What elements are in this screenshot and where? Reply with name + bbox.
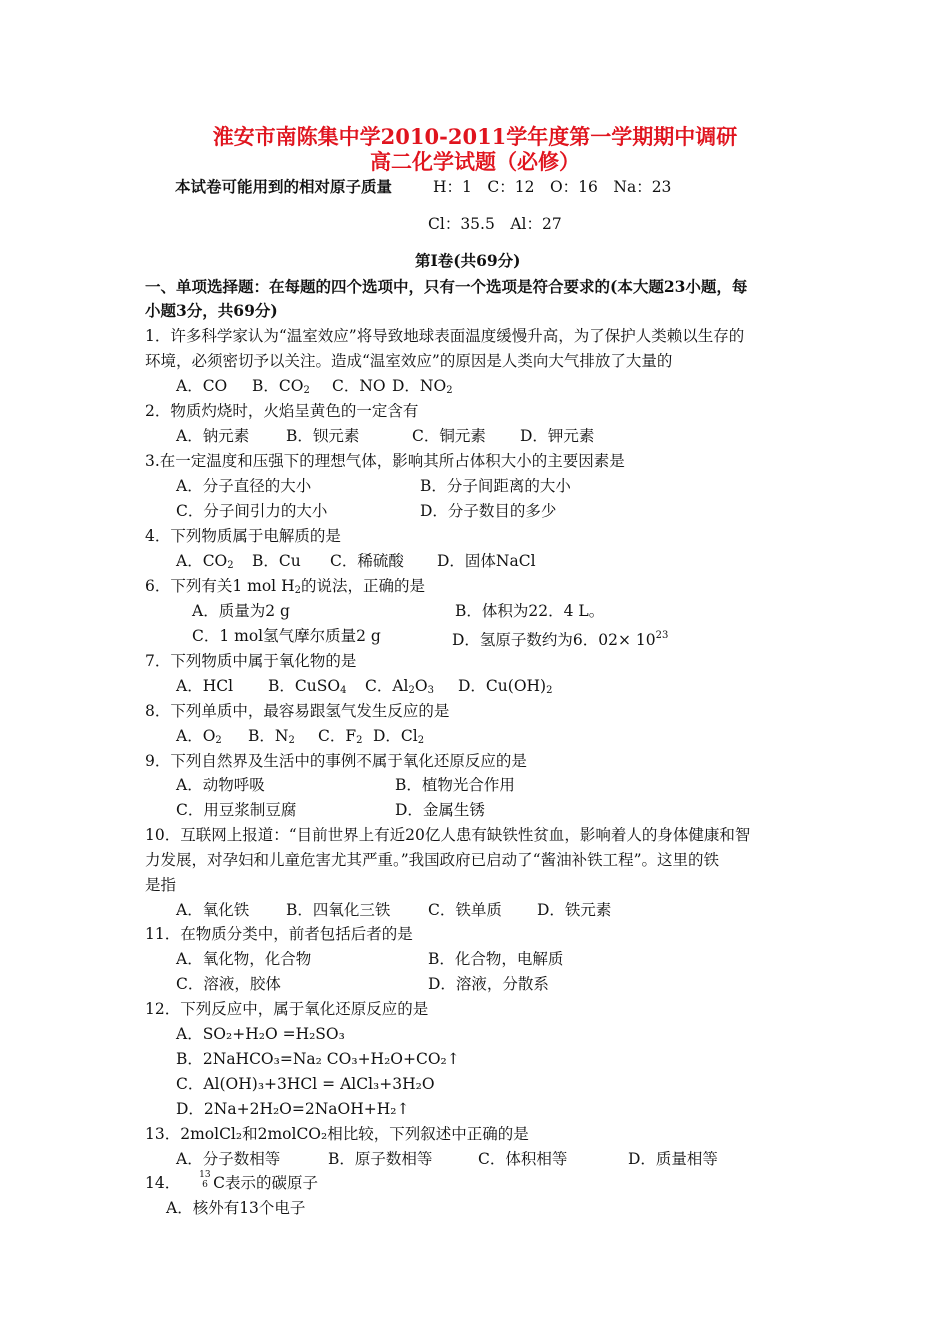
question-2-option-a: A．钠元素 [176,427,250,445]
question-8-option-a: A．$O_2$ [176,727,222,746]
question-13-option-c: C．体积相等 [478,1150,568,1168]
question-13-option-a: A．分子数相等 [176,1150,281,1168]
question-8-option-d: D．$Cl_2$ [373,727,425,746]
question-7-option-b: B．CuSO$_4$ [268,677,347,696]
question-6-option-b: B．体积为22．4 L。 [455,602,605,620]
question-2-stem: 2．物质灼烧时，火焰呈黄色的一定含有 [145,402,419,420]
question-3-option-a: A．分子直径的大小 [176,477,312,495]
question-10-stem-1: 10．互联网上报道：“目前世界上有近20亿人患有缺铁性贫血，影响着人的身体健康和智 [145,826,751,844]
question-12-option-b: B．2NaHCO₃=Na₂ CO₃+H₂O+CO₂↑ [176,1050,460,1068]
exam-subtitle: 高二化学试题（必修） [370,149,580,174]
question-11-option-d: D．溶液，分散系 [428,975,549,993]
isotope-notation: 13 6 [199,1170,211,1190]
question-13-option-d: D．质量相等 [628,1150,718,1168]
question-13-stem: 13．2molCl₂和2molCO₂相比较，下列叙述中正确的是 [145,1125,529,1143]
question-11-option-a: A．氧化物，化合物 [176,950,312,968]
question-10-option-a: A．氧化铁 [176,901,250,919]
question-9-option-a: A．动物呼吸 [176,776,265,794]
question-1-option-a: A．CO [176,377,228,395]
question-12-option-d: D．2Na+2H₂O=2NaOH+H₂↑ [176,1100,410,1118]
question-4-option-a: A．$CO_2$ [176,552,234,571]
question-2-option-d: D．钾元素 [520,427,595,445]
question-6-option-c: C．1 mol氢气摩尔质量2 g [192,627,381,645]
question-12-stem: 12．下列反应中，属于氧化还原反应的是 [145,1000,429,1018]
question-3-stem: 3.在一定温度和压强下的理想气体，影响其所占体积大小的主要因素是 [145,452,625,470]
question-9-option-c: C．用豆浆制豆腐 [176,801,297,819]
question-6-stem: 6．下列有关1 mol $H_2$的说法，正确的是 [145,577,425,596]
volume-heading: 第Ⅰ卷(共69分) [415,251,521,270]
question-3-option-b: B．分子间距离的大小 [420,477,571,495]
question-10-option-d: D．铁元素 [537,901,612,919]
question-7-option-c: C．$Al_2O_3$ [365,677,434,696]
question-14-stem: 14． 13 6 C表示的碳原子 [145,1170,319,1192]
atomic-mass-label: 本试卷可能用到的相对原子质量 [175,177,393,196]
question-10-option-c: C．铁单质 [428,901,502,919]
question-11-stem: 11．在物质分类中，前者包括后者的是 [145,925,413,943]
question-4-stem: 4．下列物质属于电解质的是 [145,527,341,545]
question-2-option-b: B．钡元素 [286,427,360,445]
atomic-mass-values-1: H：1 C：12 O：16 Na：23 [433,178,672,196]
question-2-option-c: C．铜元素 [412,427,486,445]
question-3-option-c: C．分子间引力的大小 [176,502,328,520]
atomic-mass-values-2: Cl：35.5 Al：27 [428,215,562,233]
question-4-option-b: B．Cu [252,552,301,570]
question-1-option-c: C．NO [332,377,386,395]
exam-title: 淮安市南陈集中学2010-2011学年度第一学期期中调研 [212,124,738,149]
question-4-option-d: D．固体NaCl [437,552,536,570]
question-8-stem: 8．下列单质中，最容易跟氢气发生反应的是 [145,702,450,720]
question-13-option-b: B．原子数相等 [328,1150,433,1168]
question-1-stem-2: 环境，必须密切予以关注。造成“温室效应”的原因是人类向大气排放了大量的 [145,352,673,370]
question-6-option-d: D．氢原子数约为6．$02\times 10^{23}$ [452,630,669,649]
question-1-stem-1: 1．许多科学家认为“温室效应”将导致地球表面温度缓慢升高，为了保护人类赖以生存的 [145,327,745,345]
question-11-option-c: C．溶液，胶体 [176,975,281,993]
section-instruction-1: 一、单项选择题：在每题的四个选项中，只有一个选项是符合要求的(本大题23小题，每 [145,277,748,296]
question-9-option-b: B．植物光合作用 [395,776,515,794]
section-instruction-2: 小题3分，共69分) [145,301,278,320]
question-3-option-d: D．分子数目的多少 [420,502,557,520]
question-7-option-d: D．$Cu(OH)_2$ [458,677,553,696]
question-7-stem: 7．下列物质中属于氧化物的是 [145,652,357,670]
question-11-option-b: B．化合物，电解质 [428,950,564,968]
question-10-stem-3: 是指 [145,876,177,894]
question-9-stem: 9．下列自然界及生活中的事例不属于氧化还原反应的是 [145,752,527,770]
question-10-stem-2: 力发展，对孕妇和儿童危害尤其严重。”我国政府已启动了“酱油补铁工程”。这里的铁 [145,851,720,869]
question-8-option-b: B．$N_2$ [248,727,295,746]
question-6-option-a: A．质量为2 g [192,602,290,620]
question-9-option-d: D．金属生锈 [395,801,485,819]
question-7-option-a: A．HCl [176,677,234,695]
question-14-option-a: A．核外有13个电子 [166,1199,306,1217]
question-10-option-b: B．四氧化三铁 [286,901,391,919]
question-12-option-a: A．SO₂+H₂O =H₂SO₃ [176,1025,345,1043]
question-1-option-b: B．$CO_2$ [252,377,310,396]
question-1-option-d: D．$NO_2$ [392,377,453,396]
question-12-option-c: C．Al(OH)₃+3HCl = AlCl₃+3H₂O [176,1075,435,1093]
question-8-option-c: C．$F_2$ [318,727,363,746]
question-4-option-c: C．稀硫酸 [330,552,404,570]
